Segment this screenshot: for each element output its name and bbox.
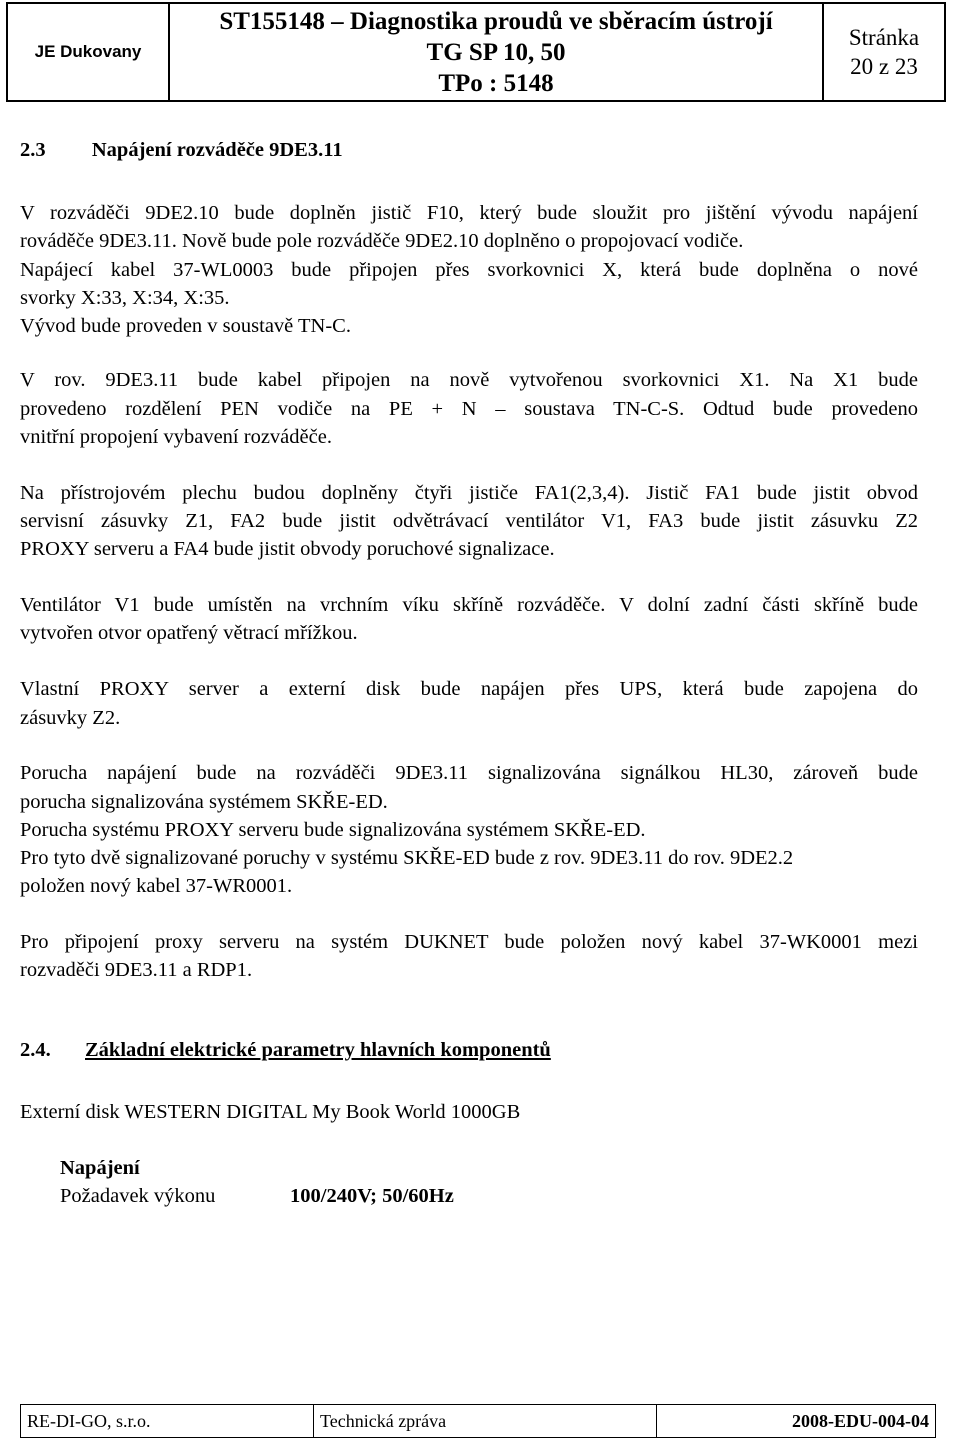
paragraph-line: Pro připojení proxy serveru na systém DUKNET bude položen nový kabel 37-WK0001 mezi [20, 931, 918, 953]
paragraph-line: Na přístrojovém plechu budou doplněny čtyři jističe FA1(2,3,4). Jistič FA1 bude jistit obvod [20, 482, 918, 504]
paragraph-line: zásuvky Z2. [20, 707, 121, 729]
power-heading: Napájení [60, 1157, 140, 1179]
paragraph-line: PROXY serveru a FA4 bude jistit obvody poruchové signalizace. [20, 538, 555, 560]
header-title-line3: TPo : 5148 [438, 69, 554, 97]
paragraph-line: rováděče 9DE3.11. Nově bude pole rozváděče 9DE2.10 doplněno o propojovací vodiče. [20, 230, 744, 252]
paragraph-line: Porucha systému PROXY serveru bude signalizována systémem SKŘE-ED. [20, 819, 646, 841]
header-title-line2: TG SP 10, 50 [426, 38, 566, 66]
paragraph-line: Vývod bude proveden v soustavě TN-C. [20, 315, 351, 337]
section-number: 2.4. [20, 1039, 51, 1061]
power-label: Požadavek výkonu [60, 1185, 216, 1207]
section-2-4-heading [20, 1036, 551, 1064]
footer-table [20, 1404, 936, 1438]
power-value: 100/240V; 50/60Hz [290, 1185, 454, 1207]
device-name: Externí disk WESTERN DIGITAL My Book World 1000GB [20, 1101, 521, 1123]
paragraph-line: provedeno rozdělení PEN vodiče na PE + N – soustava TN-C-S. Odtud bude provedeno [20, 398, 918, 420]
paragraph-line: svorky X:33, X:34, X:35. [20, 287, 230, 309]
paragraph-line: Porucha napájení bude na rozváděči 9DE3.11 signalizována signálkou HL30, zároveň bude [20, 762, 918, 784]
paragraph-line: vnitřní propojení vybavení rozváděče. [20, 426, 332, 448]
footer-doc-type: Technická zpráva [314, 1405, 657, 1438]
section-title: Napájení rozváděče 9DE3.11 [91, 139, 343, 161]
header-title-line1: ST155148 – Diagnostika proudů ve sběracím ústrojí [219, 7, 773, 35]
footer-doc-id: 2008-EDU-004-04 [657, 1405, 936, 1438]
header-title [169, 3, 823, 101]
paragraph-line: Napájecí kabel 37-WL0003 bude připojen přes svorkovnici X, která bude doplněna o nové [20, 259, 918, 281]
paragraph-line: servisní zásuvky Z1, FA2 bude jistit odvětrávací ventilátor V1, FA3 bude jistit zásuvku Z2 [20, 510, 918, 532]
paragraph-line: rozvaděči 9DE3.11 a RDP1. [20, 959, 253, 981]
paragraph-line: vytvořen otvor opatřený větrací mřížkou. [20, 622, 358, 644]
header-page [823, 3, 945, 101]
footer-company: RE-DI-GO, s.r.o. [21, 1405, 314, 1438]
header-table [6, 2, 946, 102]
section-title: Základní elektrické parametry hlavních komponentů [85, 1039, 551, 1061]
header-page-label: Stránka [848, 25, 920, 50]
paragraph-line: V rozváděči 9DE2.10 bude doplněn jistič F10, který bude sloužit pro jištění vývodu napájení [20, 202, 918, 224]
paragraph-line: položen nový kabel 37-WR0001. [20, 875, 293, 897]
paragraph-line: Pro tyto dvě signalizované poruchy v systému SKŘE-ED bude z rov. 9DE3.11 do rov. 9DE2.2 [20, 847, 794, 869]
header-page-number: 20 z 23 [850, 54, 918, 79]
paragraph-line: V rov. 9DE3.11 bude kabel připojen na nově vytvořenou svorkovnici X1. Na X1 bude [20, 369, 918, 391]
section-2-3-heading [20, 136, 343, 164]
section-number: 2.3 [20, 139, 46, 161]
paragraph-line: Vlastní PROXY server a externí disk bude napájen přes UPS, která bude zapojena do [20, 678, 918, 700]
header-org: JE Dukovany [7, 3, 169, 101]
paragraph-line: porucha signalizována systémem SKŘE-ED. [20, 791, 388, 813]
paragraph-line: Ventilátor V1 bude umístěn na vrchním víku skříně rozváděče. V dolní zadní části skříně bude [20, 594, 918, 616]
